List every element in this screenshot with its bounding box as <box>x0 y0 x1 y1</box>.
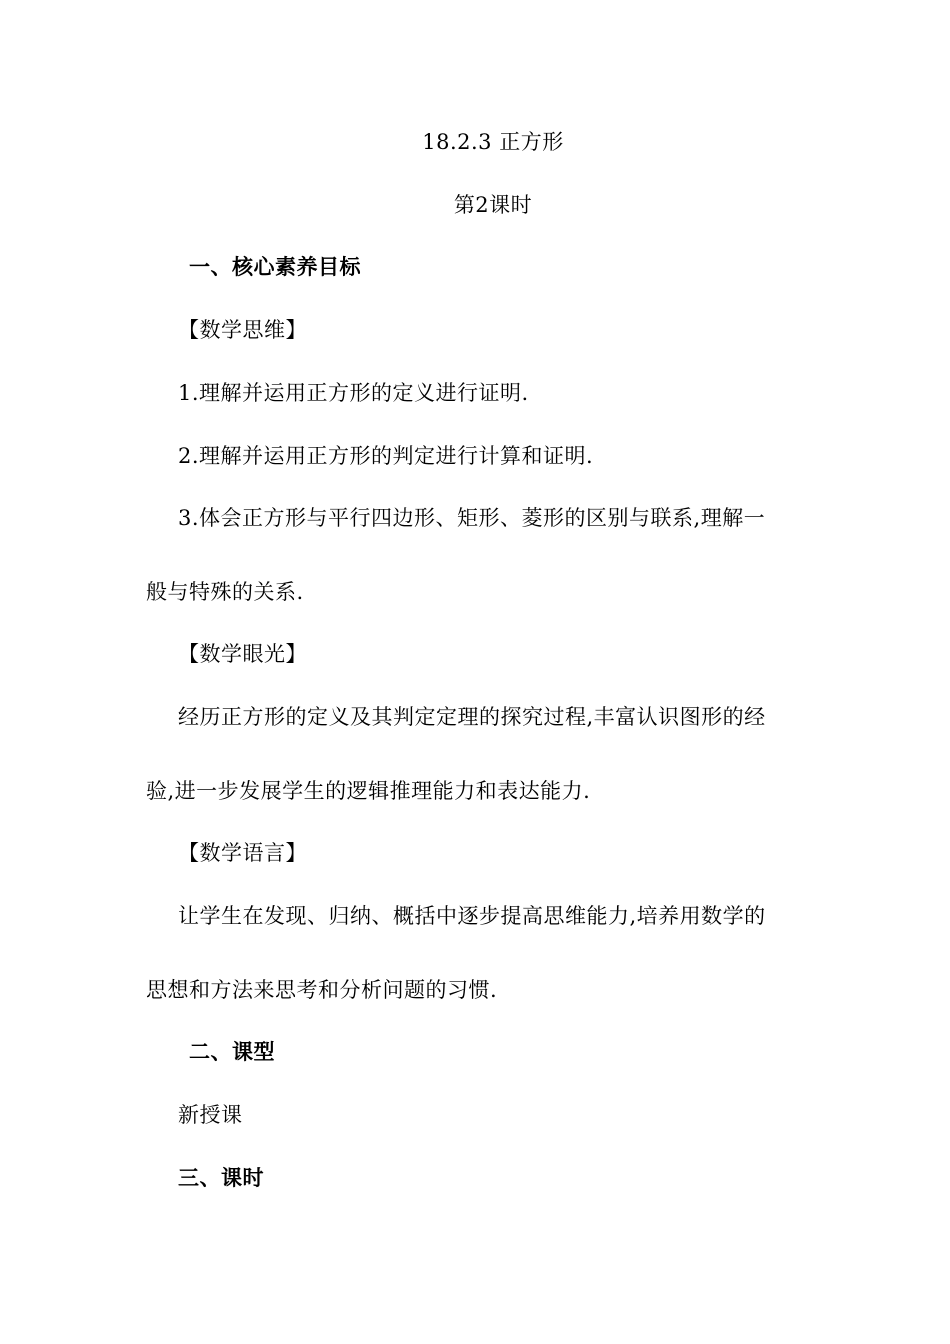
subheading-math-thinking: 【数学思维】 <box>178 318 307 342</box>
section-heading-lesson-type: 二、课型 <box>189 1040 275 1064</box>
goal-item-2: 2.理解并运用正方形的判定进行计算和证明. <box>178 444 594 468</box>
section-heading-goals: 一、核心素养目标 <box>189 255 361 279</box>
vision-paragraph-line-2: 验,进一步发展学生的逻辑推理能力和表达能力. <box>146 779 591 803</box>
goal-item-3: 3.体会正方形与平行四边形、矩形、菱形的区别与联系,理解一 <box>178 506 766 530</box>
document-subtitle: 第2课时 <box>453 193 533 217</box>
goal-item-1: 1.理解并运用正方形的定义进行证明. <box>178 381 529 405</box>
language-paragraph-line-2: 思想和方法来思考和分析问题的习惯. <box>146 978 498 1002</box>
vision-paragraph-line-1: 经历正方形的定义及其判定定理的探究过程,丰富认识图形的经 <box>178 705 766 729</box>
language-paragraph-line-1: 让学生在发现、归纳、概括中逐步提高思维能力,培养用数学的 <box>178 904 766 928</box>
lesson-type-value: 新授课 <box>178 1103 243 1127</box>
document-title: 18.2.3 正方形 <box>422 130 564 154</box>
section-heading-class-hours: 三、课时 <box>178 1166 264 1190</box>
goal-item-3-continued: 般与特殊的关系. <box>146 580 304 604</box>
subheading-math-language: 【数学语言】 <box>178 841 307 865</box>
subheading-math-vision: 【数学眼光】 <box>178 642 307 666</box>
